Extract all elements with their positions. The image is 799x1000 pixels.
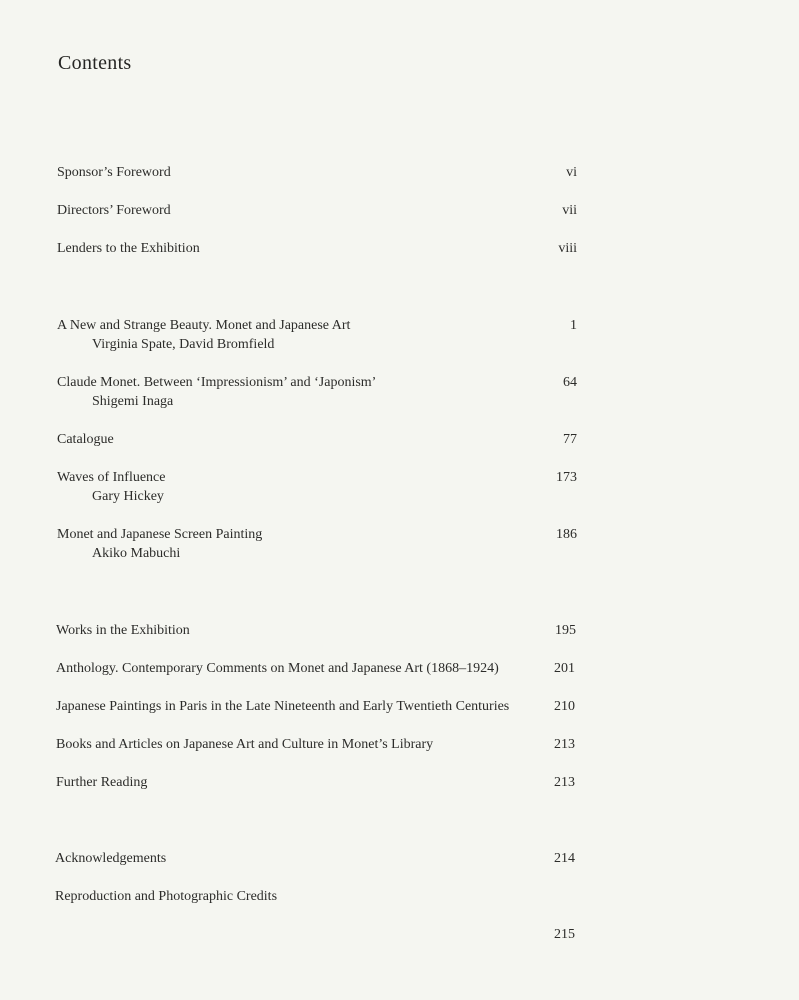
toc-entry — [57, 201, 577, 220]
toc-entry — [55, 849, 575, 868]
toc-entry-title: Works in the Exhibition — [56, 623, 190, 638]
toc-entry — [56, 697, 575, 716]
toc-entry — [57, 468, 577, 506]
toc-entry — [56, 621, 576, 640]
toc-entry — [57, 373, 577, 411]
toc-entry-title: Claude Monet. Between ‘Impressionism’ and ‘Japonism’ — [57, 375, 377, 390]
toc-entry-title: Books and Articles on Japanese Art and Culture in Monet’s Library — [56, 737, 434, 752]
toc-entry-author: Akiko Mabuchi — [92, 546, 181, 561]
toc-entry-page: vi — [566, 165, 577, 180]
toc-entry-title: Directors’ Foreword — [57, 203, 171, 218]
toc-entry-page: vii — [562, 203, 577, 218]
toc-entry-title: Waves of Influence — [57, 470, 166, 485]
page-title: Contents — [58, 52, 132, 74]
toc-entry-page: viii — [558, 241, 577, 256]
toc-entry — [56, 659, 575, 678]
toc-entry-page: 186 — [556, 527, 577, 542]
toc-entry-page: 201 — [554, 661, 575, 676]
toc-entry-title: Sponsor’s Foreword — [57, 165, 171, 180]
toc-entry-title: A New and Strange Beauty. Monet and Japanese Art — [57, 318, 351, 333]
toc-entry — [56, 735, 575, 754]
toc-entry — [57, 163, 577, 182]
toc-entry — [57, 430, 577, 449]
toc-entry-title: Anthology. Contemporary Comments on Monet and Japanese Art (1868–1924) — [56, 661, 499, 676]
toc-entry-page: 213 — [554, 737, 575, 752]
toc-entry — [57, 316, 577, 354]
toc-entry-title: Japanese Paintings in Paris in the Late Nineteenth and Early Twentieth Centuries — [56, 699, 510, 714]
toc-entry — [56, 773, 575, 792]
toc-entry-page: 213 — [554, 775, 575, 790]
toc-entry-page: 215 — [554, 927, 575, 942]
toc-entry-page: 195 — [555, 623, 576, 638]
toc-entry-page: 173 — [556, 470, 577, 485]
toc-entry — [55, 887, 575, 942]
toc-entry-title: Acknowledgements — [55, 851, 167, 866]
toc-entry-title: Catalogue — [57, 432, 114, 447]
toc-entry — [57, 525, 577, 563]
toc-entry-author: Shigemi Inaga — [92, 394, 174, 409]
toc-entry-page: 64 — [563, 375, 577, 390]
toc-entry-page: 214 — [554, 851, 575, 866]
toc-entry-page: 210 — [554, 699, 575, 714]
toc-entry-author: Gary Hickey — [92, 489, 164, 504]
toc-entry-author: Virginia Spate, David Bromfield — [92, 337, 275, 352]
toc-entry-title: Lenders to the Exhibition — [57, 241, 200, 256]
toc-entry-title: Monet and Japanese Screen Painting — [57, 527, 263, 542]
toc-entry-title: Further Reading — [56, 775, 148, 790]
toc-entry-page: 77 — [563, 432, 577, 447]
toc-entry-title: Reproduction and Photographic Credits — [55, 889, 278, 904]
toc-entry-page: 1 — [570, 318, 577, 333]
toc-entry — [57, 239, 577, 258]
